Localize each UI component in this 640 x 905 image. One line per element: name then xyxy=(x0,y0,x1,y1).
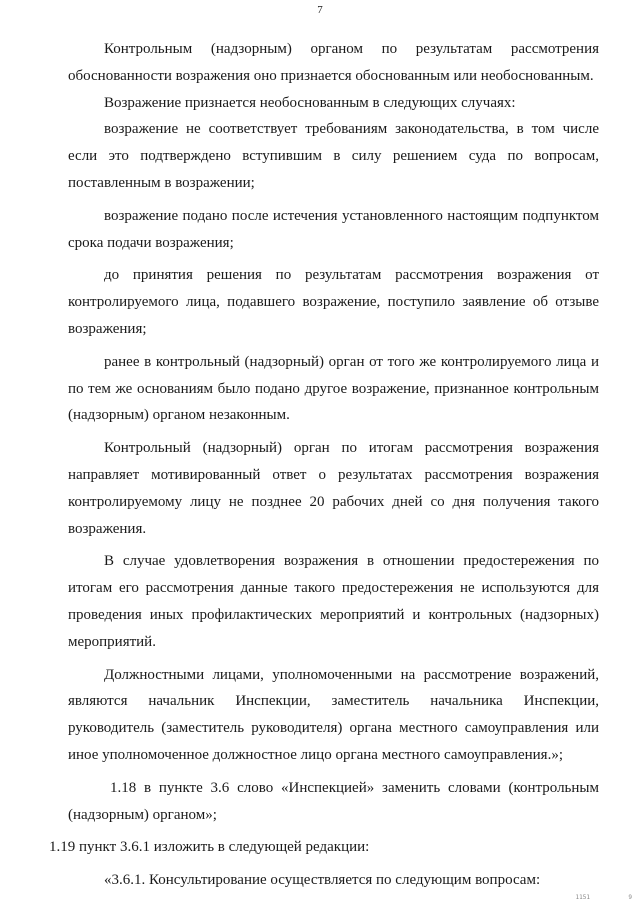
paragraph-response-deadline: Контрольный (надзорный) орган по итогам рассмотрения возражения направляет мотивированный ответ о результатах рассмотрения возражения контролируемому лицу не позднее 20 рабочих дней со дня получения такого возражения. xyxy=(68,440,599,537)
footer-code: 1151 xyxy=(575,894,590,901)
page-number: 7 xyxy=(317,4,323,16)
paragraph-unfounded-cases: Возражение признается необоснованным в следующих случаях: xyxy=(104,94,516,111)
footer-mark: 9 xyxy=(628,894,632,901)
paragraph-reasoning-result: Контрольным (надзорным) органом по результатам рассмотрения обоснованности возражения оно признается обоснованным или необоснованным. xyxy=(68,41,599,84)
paragraph-item-1-19: 1.19 пункт 3.6.1 изложить в следующей редакции: xyxy=(49,839,370,856)
paragraph-case-law: возражение не соответствует требованиям законодательства, в том числе если это подтверждено вступившим в силу решением суда по вопросам, поставленным в возражении; xyxy=(68,121,599,191)
paragraph-case-deadline: возражение подано после истечения установленного настоящим подпунктом срока подачи возражения; xyxy=(68,207,599,251)
document-body xyxy=(49,36,599,894)
paragraph-consultation: «3.6.1. Консультирование осуществляется по следующим вопросам: xyxy=(104,872,541,889)
paragraph-case-duplicate: ранее в контрольный (надзорный) орган от того же контролируемого лица и по тем же основаниям было подано другое возражение, признанное контрольным (надзорным) органом незаконным. xyxy=(68,353,599,424)
paragraph-case-withdrawal: до принятия решения по результатам рассмотрения возражения от контролируемого лица, подавшего возражение, поступило заявление об отзыве возражения; xyxy=(68,267,599,337)
paragraph-item-1-18: 1.18 в пункте 3.6 слово «Инспекцией» заменить словами (контрольным (надзорным) органом»; xyxy=(68,779,599,823)
paragraph-officials: Должностными лицами, уполномоченными на рассмотрение возражений, являются начальник Инспекции, заместитель начальника Инспекции, руководитель (заместитель руководителя) органа местного самоуправления или иное уполномоченное должностное лицо органа местного самоуправления.»; xyxy=(68,666,599,763)
paragraph-warning-satisfaction: В случае удовлетворения возражения в отношении предостережения по итогам его рассмотрения данные такого предостережения не используются для проведения иных профилактических мероприятий и контрольных (надзорных) мероприятий. xyxy=(68,553,599,650)
